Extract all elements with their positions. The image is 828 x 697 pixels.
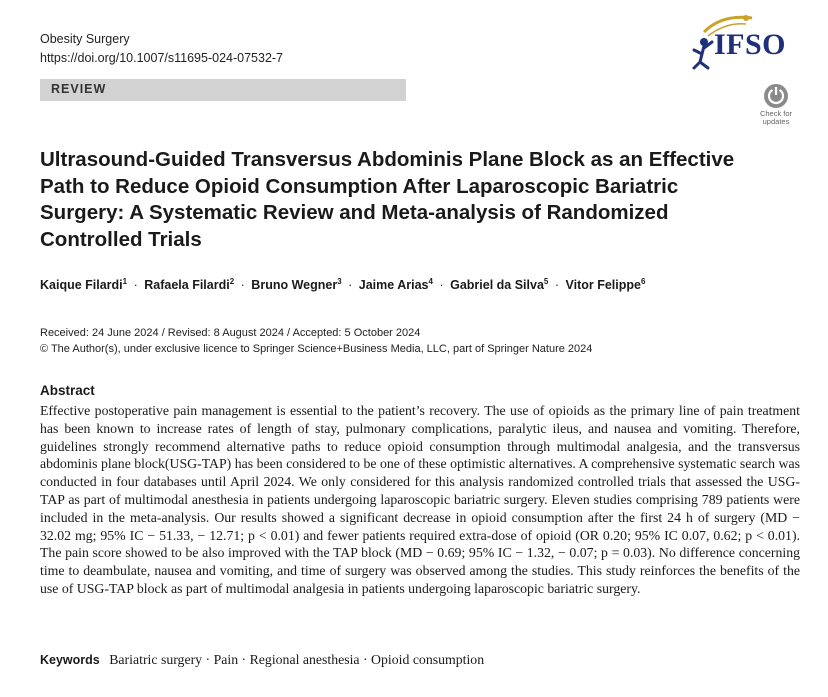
doi-link[interactable]: https://doi.org/10.1007/s11695-024-07532-7 — [40, 51, 284, 65]
publication-history — [40, 325, 592, 357]
abstract-heading: Abstract — [40, 383, 95, 398]
author-affiliation: 5 — [543, 277, 549, 286]
article-type-bar — [40, 79, 406, 101]
article-type-label: REVIEW — [51, 82, 107, 96]
check-for-updates-badge[interactable] — [752, 83, 800, 129]
author-name[interactable]: Jaime Arias — [358, 278, 429, 293]
author-affiliation: 4 — [428, 277, 433, 286]
author-separator: · — [133, 278, 138, 293]
journal-name: Obesity Surgery — [40, 32, 130, 46]
author-affiliation: 3 — [337, 277, 342, 286]
check-for-updates-icon — [763, 83, 789, 109]
ifso-logo-text: IFSO — [714, 28, 787, 61]
copyright-notice: © The Author(s), under exclusive licence to Springer Science+Business Media, LLC, part of Springer Nature 2024 — [40, 343, 593, 355]
author-list — [40, 277, 645, 292]
author-affiliation: 2 — [229, 277, 235, 286]
keywords-value: Bariatric surgery · Pain · Regional anesthesia · Opioid consumption — [109, 652, 485, 667]
author-name[interactable]: Bruno Wegner — [251, 278, 338, 293]
abstract-text: Effective postoperative pain management is essential to the patient’s recovery. The use of opioids as the primary line of pain treatment has been known to increase rates of length of stay, pulmonary complications, paralytic ileus, and nausea and vomiting. Therefore, guidelines strongly recommend alternative paths to reduce opioid consumption through multimodal analgesia, and the transversus abdominis plane block(USG-TAP) has been considered to be one of these optimistic alternatives. A comprehensive systematic search was conducted in four databases until April 2024. We only considered for this analysis randomized controlled trials that assessed the USG-TAP as part of multimodal anesthesia in patients undergoing laparoscopic bariatric surgery. Eleven studies comprising 789 patients were included in the meta-analysis. Our results showed a significant decrease in opioid consumption after the first 24 h of surgery (MD − 32.02 mg; 95% IC − 51.33, − 12.71; p < 0.01) and fewer patients required extra-dose of opioid (OR 0.20; 95% IC 0.07, 0.62; p < 0.01). The pain score showed to be also improved with the TAP block (MD − 0.69; 95% IC − 1.32, − 0.07; p = 0.03). No difference concerning time to deambulate, nausea and vomiting, and time of surgery was observed among the studies. This study reinforces the benefits of the use of USG-TAP block as part of multimodal analgesia in patients undergoing laparoscopic bariatric surgery. — [40, 403, 800, 596]
author-affiliation: 1 — [122, 277, 128, 286]
keywords-label: Keywords — [40, 653, 100, 667]
keywords-line — [40, 652, 484, 668]
author-separator: · — [554, 278, 560, 293]
author-separator: · — [439, 278, 444, 293]
received-revised-accepted-dates: Received: 24 June 2024 / Revised: 8 August 2024 / Accepted: 5 October 2024 — [40, 327, 421, 339]
check-for-updates-line1: Check for — [759, 109, 793, 118]
journal-header — [40, 30, 283, 68]
author-name[interactable]: Vitor Felippe — [565, 278, 641, 293]
author-separator: · — [348, 278, 353, 293]
author-name[interactable]: Rafaela Filardi — [144, 278, 230, 293]
author-name[interactable]: Kaique Filardi — [40, 278, 123, 293]
author-affiliation: 6 — [640, 277, 646, 286]
author-separator: · — [240, 278, 245, 293]
article-title: Ultrasound-Guided Transversus Abdominis Plane Block as an Effective Path to Reduce Opioid Consumption After Laparoscopic Bariatric Surgery: A Systematic Review and Meta-analysis of Randomized Controlled Trials — [40, 148, 735, 251]
author-name[interactable]: Gabriel da Silva — [450, 278, 544, 293]
check-for-updates-line2: updates — [762, 117, 790, 126]
